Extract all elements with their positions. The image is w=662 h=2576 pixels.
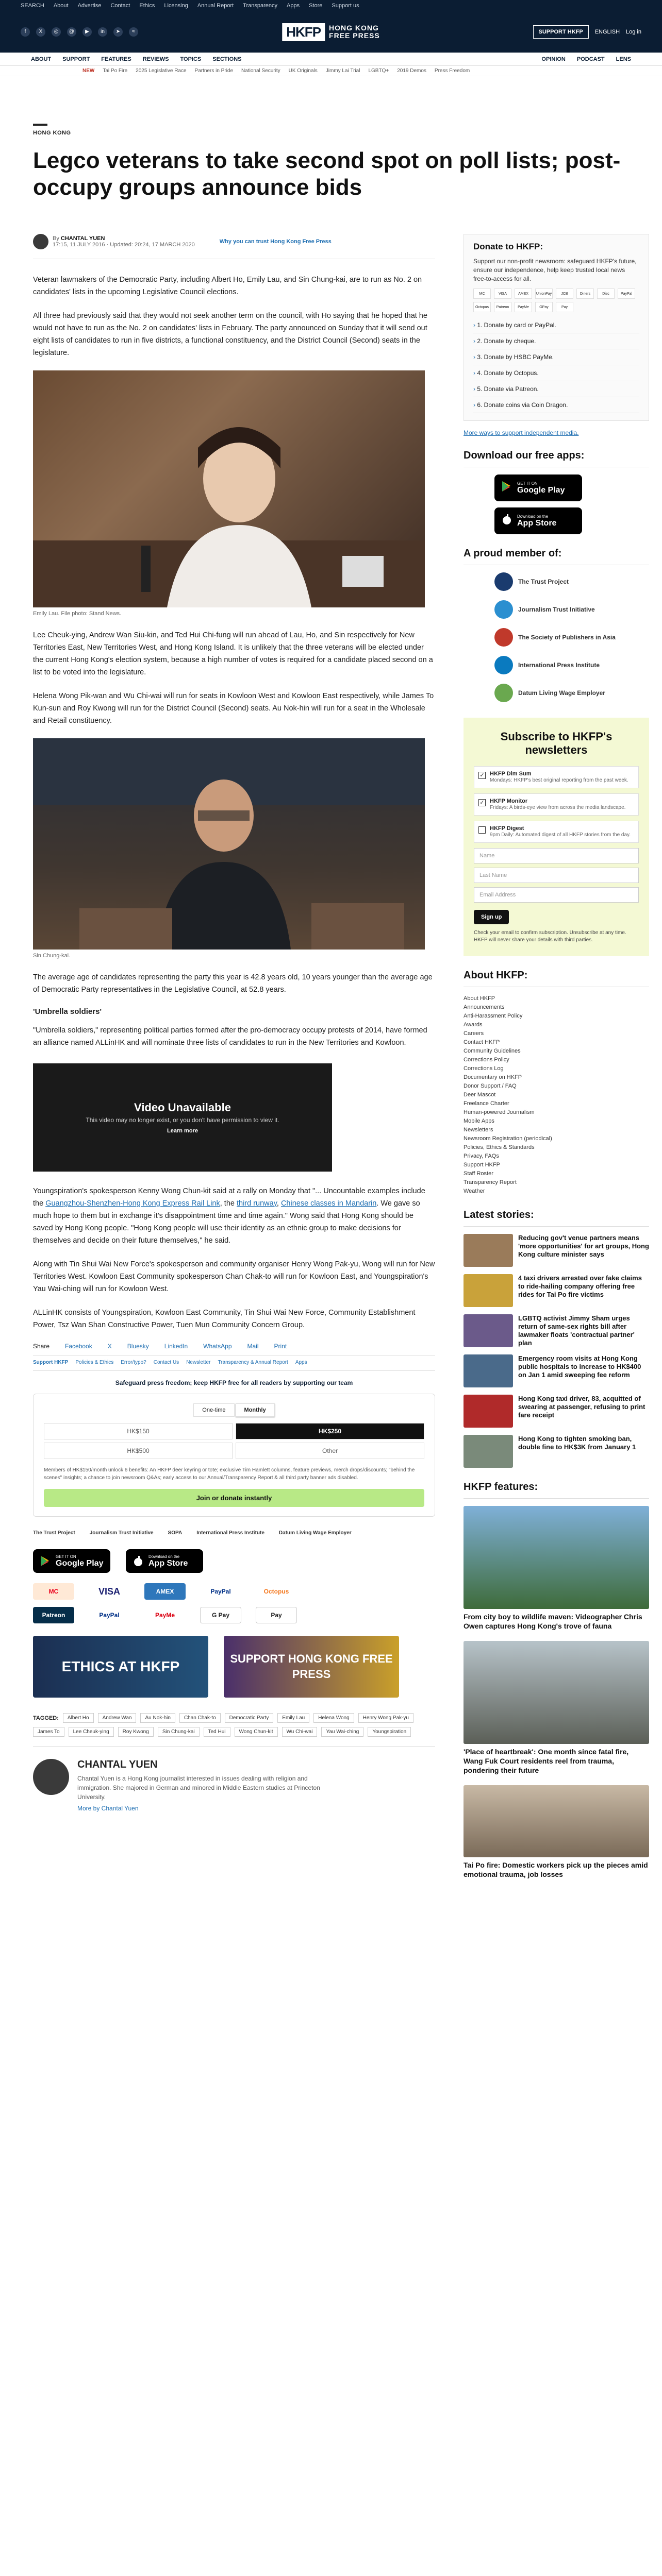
about-link[interactable]: Careers — [464, 1030, 484, 1037]
about-link[interactable]: Documentary on HKFP — [464, 1074, 522, 1080]
feature-title[interactable]: From city boy to wildlife maven: Videographer Chris Owen captures Hong Kong's trove of fauna — [464, 1613, 642, 1630]
trending-item[interactable]: Tai Po Fire — [103, 68, 128, 74]
about-link[interactable]: About HKFP — [464, 995, 495, 1002]
youtube-icon[interactable]: ▶ — [82, 27, 92, 37]
latest-story[interactable] — [464, 1314, 649, 1347]
linkedin-icon[interactable]: in — [98, 27, 107, 37]
tag[interactable]: Roy Kwong — [118, 1727, 154, 1737]
app-store-buttons — [33, 1549, 435, 1573]
facebook-icon[interactable]: f — [21, 27, 30, 37]
util-link-apps[interactable]: Apps — [287, 3, 300, 9]
footer-link[interactable]: Newsletter — [186, 1360, 211, 1365]
apple-icon — [132, 1555, 144, 1567]
apple-icon — [501, 513, 513, 526]
amount-option-selected[interactable]: HK$250 — [236, 1423, 424, 1439]
join-donate-button[interactable]: Join or donate instantly — [44, 1489, 424, 1507]
app-store-button[interactable] — [126, 1549, 203, 1573]
newsletter-option[interactable] — [474, 821, 639, 843]
latest-story[interactable] — [464, 1274, 649, 1307]
story-title: Emergency room visits at Hong Kong public hospitals to increase to HK$400 on Jan 1 amid sweeping fee reform — [518, 1354, 641, 1379]
nav-lens[interactable]: LENS — [616, 56, 631, 62]
latest-story[interactable] — [464, 1395, 649, 1428]
donate-option[interactable]: › 2. Donate by cheque. — [473, 333, 639, 349]
support-banner[interactable]: SUPPORT HONG KONG FREE PRESS — [224, 1636, 399, 1698]
member-datum[interactable] — [494, 684, 649, 702]
third-runway-link[interactable]: third runway — [236, 1199, 277, 1208]
trust-project-icon — [494, 572, 513, 591]
share-x[interactable]: X — [107, 1343, 112, 1350]
tag[interactable]: Andrew Wan — [98, 1713, 137, 1723]
latest-story[interactable] — [464, 1354, 649, 1387]
footer-link[interactable]: Apps — [295, 1360, 307, 1365]
tab-monthly[interactable]: Monthly — [236, 1403, 275, 1417]
newsletter-desc: Mondays: HKFP's best original reporting from the past week. — [490, 777, 628, 783]
nav-sections[interactable]: SECTIONS — [212, 56, 242, 62]
util-link-support[interactable]: Support us — [332, 3, 359, 9]
sidebar — [464, 234, 649, 1889]
paragraph: Helena Wong Pik-wan and Wu Chi-wai will run for seats in Kowloon West and Kowloon East respectively, while James To Kun-sun and Roy Kwong will run for the District Council (Second) seats. Au Nok-hin will run for a seat in the Wholesale and Retail constituency. — [33, 692, 434, 725]
amount-option[interactable]: HK$150 — [44, 1423, 233, 1439]
donate-option[interactable]: › 6. Donate coins via Coin Dragon. — [473, 397, 639, 413]
pay-icon: UnionPay — [535, 289, 553, 299]
applepay-logo[interactable]: Pay — [256, 1607, 297, 1623]
paragraph: Youngspiration's spokesperson Kenny Wong Chun-kit said at a rally on Monday that "... Uncountable examples include the Guangzhou-Shenzhen-Hong Kong Express Rail Link, the third runway, Chinese classes in Mandarin. We gave so much hope to them but in exchange it's disappointment time and time again." Wong said that Hong Kong should be saved by Hong Kong people. "Hong Kong people will use their identity as an ethnic group to make decisions for themselves and decide on their future themselves," he said. — [33, 1187, 425, 1245]
about-link[interactable]: Weather — [464, 1188, 485, 1194]
login-link[interactable]: Log in — [626, 29, 641, 35]
story-title: 4 taxi drivers arrested over fake claims to ride-hailing company offering free rides for Tai Po fire victims — [518, 1274, 642, 1298]
google-play-icon — [39, 1555, 52, 1567]
author-avatar — [33, 234, 48, 249]
article-title: Legco veterans to take second spot on poll lists; post-occupy groups announce bids — [33, 148, 621, 200]
donate-widget — [33, 1394, 435, 1517]
about-link[interactable]: Corrections Policy — [464, 1057, 509, 1063]
trending-item[interactable]: Partners in Pride — [194, 68, 234, 74]
video-subtitle: This video may no longer exist, or you don't have permission to view it. — [86, 1116, 279, 1124]
author-link[interactable]: CHANTAL YUEN — [60, 235, 105, 242]
telegram-icon[interactable]: ➤ — [113, 27, 123, 37]
donate-option[interactable]: › 3. Donate by HSBC PayMe. — [473, 349, 639, 365]
tag[interactable]: Albert Ho — [63, 1713, 94, 1723]
tag[interactable]: Henry Wong Pak-yu — [358, 1713, 413, 1723]
trending-item[interactable]: 2025 Legislative Race — [136, 68, 187, 74]
subheading: 'Umbrella soldiers' — [33, 1007, 102, 1016]
logo-text — [329, 24, 380, 40]
latest-title: Latest stories: — [464, 1209, 649, 1227]
photo-emily-lau — [33, 370, 425, 607]
paragraph: ALLinHK consists of Youngspiration, Kowloon East Community, Tin Shui Wai New Force, Community Establishment Power, Tsz Wan Shan Constructive Power, Tuen Mun Community Concern Group. — [33, 1309, 416, 1329]
pay-icon: Disc — [597, 289, 615, 299]
about-link[interactable]: Policies, Ethics & Standards — [464, 1144, 535, 1150]
about-link[interactable]: Announcements — [464, 1004, 505, 1010]
author-name[interactable]: CHANTAL YUEN — [77, 1759, 158, 1770]
feature-image[interactable] — [464, 1641, 649, 1744]
util-link-contact[interactable]: Contact — [110, 3, 130, 9]
tag[interactable]: Lee Cheuk-ying — [69, 1727, 114, 1737]
jti-badge[interactable]: Journalism Trust Initiative — [89, 1530, 154, 1536]
about-link[interactable]: Newsletters — [464, 1127, 493, 1133]
about-link[interactable]: Deer Mascot — [464, 1092, 496, 1098]
story-thumbnail — [464, 1435, 513, 1468]
promo-banners — [33, 1636, 435, 1698]
util-link-advertise[interactable]: Advertise — [77, 3, 102, 9]
footer-link[interactable]: Policies & Ethics — [75, 1360, 114, 1365]
instagram-icon[interactable]: ◎ — [52, 27, 61, 37]
nav-opinion[interactable]: OPINION — [541, 56, 566, 62]
store-line2: App Store — [517, 518, 557, 528]
store-line1: Download on the — [148, 1554, 180, 1559]
story-thumbnail — [464, 1314, 513, 1347]
newsletter-name: HKFP Monitor — [490, 798, 528, 804]
story-title: Hong Kong to tighten smoking ban, double fine to HK$3K from January 1 — [518, 1435, 636, 1451]
share-print[interactable]: Print — [274, 1343, 287, 1350]
member-trust-project[interactable] — [494, 572, 649, 591]
trending-item[interactable]: LGBTQ+ — [368, 68, 389, 74]
share-facebook[interactable]: Facebook — [65, 1343, 92, 1350]
text-run: . We gave so much hope to them but in exchange it's disappointment time and time again." Wong said that Hong Kong should be saved by Hong Kong people. "Hong Kong people will use their identity as an ethnic group to make decisions for themselves and decide on their future themselves," he said. — [33, 1199, 420, 1245]
tag[interactable]: James To — [33, 1727, 64, 1737]
text-run: Youngspiration's spokesperson Kenny Wong Chun-kit said at a rally on Monday that "... Uncountable examples include the — [33, 1187, 425, 1208]
express-rail-link[interactable]: Guangzhou-Shenzhen-Hong Kong Express Rail Link — [45, 1199, 220, 1208]
tag[interactable]: Yau Wai-ching — [321, 1727, 363, 1737]
story-thumbnail — [464, 1354, 513, 1387]
tag[interactable]: Sin Chung-kai — [158, 1727, 200, 1737]
mastercard-logo[interactable]: MC — [33, 1583, 74, 1600]
about-link[interactable]: Support HKFP — [464, 1162, 500, 1168]
amount-option[interactable]: Other — [236, 1443, 424, 1459]
byline — [33, 234, 435, 259]
donate-option[interactable]: › 4. Donate by Octopus. — [473, 365, 639, 381]
donate-heading: Safeguard press freedom; keep HKFP free for all readers by supporting our team — [115, 1379, 353, 1386]
donate-sidebar-text: Support our non-profit newsroom: safeguard HKFP's future, ensure our independence, help keep trusted local news free-to-access for all. — [473, 258, 637, 282]
story-title: Reducing gov't venue partners means 'more opportunities' for art groups, Hong Kong culture minister says — [518, 1234, 649, 1258]
store-line1: GET IT ON — [517, 481, 538, 486]
x-icon[interactable]: X — [36, 27, 45, 37]
sidebar-app-store[interactable] — [494, 507, 582, 534]
last-name-input[interactable]: Last Name — [474, 868, 639, 883]
member-benefits-note: Members of HK$150/month unlock 6 benefits: An HKFP deer keyring or tote; exclusive Tim Hamlett columns, feature previews, merch drops/discounts; "behind the scenes" insights; a chance to join newsroom Q&As; early access to our Annual/Transparency Report & all third party banner ads disabled. — [44, 1467, 415, 1481]
newsletter-name: HKFP Digest — [490, 825, 524, 832]
photo-caption: Sin Chung-kai. — [33, 953, 71, 959]
amex-logo[interactable]: AMEX — [144, 1583, 186, 1600]
share-bluesky[interactable]: Bluesky — [127, 1343, 149, 1350]
store-line2: Google Play — [56, 1558, 104, 1568]
pay-icon: Patreon — [494, 302, 511, 312]
story-title: LGBTQ activist Jimmy Sham urges return of same-sex rights bill after lawmaker floats 'contractual partner' plan — [518, 1314, 635, 1347]
donate-option[interactable]: › 5. Donate via Patreon. — [473, 381, 639, 397]
payme-logo[interactable]: PayMe — [155, 1612, 175, 1619]
member-title: A proud member of: — [464, 548, 649, 565]
feature-image[interactable] — [464, 1506, 649, 1609]
text-run: , the — [220, 1199, 237, 1208]
pay-icon: Diners — [576, 289, 594, 299]
tag[interactable]: Wu Chi-wai — [282, 1727, 318, 1737]
about-link[interactable]: Corrections Log — [464, 1065, 504, 1072]
nav-about[interactable]: ABOUT — [31, 56, 52, 62]
author-photo — [33, 1759, 69, 1795]
store-line2: Google Play — [517, 485, 565, 495]
pay-icon: MC — [473, 289, 491, 299]
pay-icon: PayPal — [618, 289, 635, 299]
newsletter-option[interactable] — [474, 766, 639, 788]
video-embed[interactable] — [33, 1063, 332, 1172]
nav-features[interactable]: FEATURES — [101, 56, 131, 62]
share-whatsapp[interactable]: WhatsApp — [203, 1343, 232, 1350]
email-input[interactable]: Email Address — [474, 887, 639, 903]
footer-link[interactable]: Transparency & Annual Report — [218, 1360, 288, 1365]
paragraph: The average age of candidates representing the party this year is 42.8 years old, 10 years younger than the average age of Democratic Party representatives in the Legislative Council, at 52.8 years. — [33, 973, 433, 994]
pay-icon: VISA — [494, 289, 511, 299]
datum-badge[interactable]: Datum Living Wage Employer — [278, 1530, 352, 1536]
article-category[interactable]: HONG KONG — [33, 130, 71, 136]
share-bar — [33, 1343, 435, 1355]
about-link[interactable]: Privacy, FAQs — [464, 1153, 499, 1159]
store-line1: GET IT ON — [56, 1554, 76, 1559]
about-links — [464, 994, 649, 1196]
ipi-badge[interactable]: International Press Institute — [196, 1530, 264, 1536]
feature-image[interactable] — [464, 1785, 649, 1857]
member-label: Journalism Trust Initiative — [518, 606, 595, 613]
ipi-icon — [494, 656, 513, 674]
paragraph: Veteran lawmakers of the Democratic Party, including Albert Ho, Emily Lau, and Sin Chung-kai, are to run as No. 2 on candidates' lists in the upcoming Legislative Council elections. — [33, 276, 422, 296]
about-link[interactable]: Staff Roster — [464, 1171, 493, 1177]
paragraph: Along with Tin Shui Wai New Force's spokesperson and community organiser Henry Wong Pak-yu, Wong will run for New Territories West. Kowloon East Community spokesperson Chan Chak-to will run for Kowloon East, and Youngspiration's Yau Wai-ching will run for Kowloon West. — [33, 1260, 435, 1293]
confirm-note: Check your email to confirm subscription. Unsubscribe at any time. HKFP will never share your details with third parties. — [474, 930, 626, 943]
feature-title[interactable]: Tai Po fire: Domestic workers pick up the pieces amid emotional trauma, job losses — [464, 1861, 648, 1878]
trust-badges — [33, 1530, 435, 1536]
util-link-store[interactable]: Store — [309, 3, 323, 9]
checkbox[interactable]: ✓ — [478, 772, 486, 779]
new-label: NEW — [82, 68, 95, 74]
util-link-annual-report[interactable]: Annual Report — [197, 3, 234, 9]
tag[interactable]: Chan Chak-to — [179, 1713, 221, 1723]
social-icons — [21, 27, 138, 37]
checkbox[interactable] — [478, 826, 486, 834]
paragraph: "Umbrella soldiers," representing political parties formed after the pro-democracy occupy protests of 2014, have formed an alliance named ALLinHK and will nominate three lists of candidates to run in the New Territories and Kowloon. — [33, 1026, 427, 1047]
google-play-icon — [501, 480, 513, 493]
datum-icon — [494, 684, 513, 702]
paragraph: All three had previously said that they would not seek another term on the council, with Ho saying that he hoped that he would not have to run as the No. 2 on candidates' lists in February. The party announced on Sunday that it will send out eight lists of candidates to run in five districts, a functional constituency, and the District Council (Second) seats in the legislature. — [33, 312, 427, 357]
mandarin-classes-link[interactable]: Chinese classes in Mandarin — [280, 1199, 377, 1208]
author-bio: Chantal Yuen is a Hong Kong journalist interested in issues dealing with religion and immigration. She majored in German and minored in Middle Eastern studies at Princeton University. — [77, 1775, 320, 1801]
ethics-banner[interactable]: ETHICS AT HKFP — [33, 1636, 208, 1698]
search-link[interactable]: SEARCH — [21, 3, 44, 9]
pay-icon: Pay — [556, 302, 573, 312]
sopa-badge[interactable]: SOPA — [168, 1530, 183, 1536]
newsletter-option[interactable] — [474, 793, 639, 816]
trending-bar — [0, 66, 662, 76]
jti-icon — [494, 600, 513, 619]
rss-icon[interactable]: ≈ — [129, 27, 138, 37]
sidebar-pay-icons — [473, 289, 639, 312]
tag[interactable]: Helena Wong — [313, 1713, 354, 1723]
more-ways-link[interactable]: More ways to support independent media. — [464, 429, 579, 436]
pay-icon: JCB — [556, 289, 573, 299]
newsletter-signup — [464, 718, 649, 956]
trending-item[interactable]: National Security — [241, 68, 280, 74]
about-link[interactable]: Human-powered Journalism — [464, 1109, 535, 1115]
latest-stories — [464, 1234, 649, 1468]
trust-project-badge[interactable]: The Trust Project — [33, 1530, 75, 1536]
pay-icon: Octopus — [473, 302, 491, 312]
nav-podcast[interactable]: PODCAST — [576, 56, 605, 62]
photo-illustration — [33, 738, 425, 950]
features-title: HKFP features: — [464, 1481, 649, 1499]
name-input[interactable]: Name — [474, 848, 639, 863]
footer-link[interactable]: Support HKFP — [33, 1360, 69, 1365]
member-sopa[interactable] — [494, 628, 649, 647]
main-nav — [0, 53, 662, 66]
latest-story[interactable] — [464, 1234, 649, 1267]
logo-line2: FREE PRESS — [329, 31, 380, 40]
author-box — [33, 1746, 435, 1812]
google-play-button[interactable] — [33, 1549, 110, 1573]
article-dates: 17:15, 11 JULY 2016 · Updated: 20:24, 17 MARCH 2020 — [53, 242, 195, 248]
feature-stories — [464, 1506, 649, 1879]
trending-item[interactable]: 2019 Demos — [397, 68, 426, 74]
by-label: By — [53, 235, 59, 242]
tag[interactable]: Ted Hui — [204, 1727, 230, 1737]
store-line2: App Store — [148, 1558, 188, 1568]
amount-option[interactable]: HK$500 — [44, 1443, 233, 1459]
sopa-icon — [494, 628, 513, 647]
tag-list — [33, 1713, 435, 1737]
member-logos — [494, 572, 649, 702]
pay-icon: AMEX — [515, 289, 532, 299]
member-label: International Press Institute — [518, 662, 600, 669]
video-title: Video Unavailable — [134, 1101, 231, 1114]
more-by-author-link[interactable]: More by Chantal Yuen — [77, 1805, 139, 1812]
footer-link[interactable]: Error/typo? — [121, 1360, 146, 1365]
site-header — [0, 11, 662, 53]
patreon-logo[interactable]: Patreon — [33, 1607, 74, 1623]
trending-item[interactable]: Press Freedom — [434, 68, 470, 74]
octopus-logo[interactable]: Octopus — [263, 1588, 289, 1595]
story-thumbnail — [464, 1234, 513, 1267]
about-title: About HKFP: — [464, 970, 649, 987]
support-hkfp-button[interactable]: SUPPORT HKFP — [533, 25, 589, 39]
sidebar-store-buttons — [494, 474, 649, 534]
nav-topics[interactable]: TOPICS — [180, 56, 202, 62]
logo-line1: HONG KONG — [329, 24, 379, 32]
hkfp-logo[interactable] — [282, 23, 379, 41]
article-main — [33, 234, 435, 1812]
visa-logo[interactable]: VISA — [98, 1586, 120, 1597]
donate-sidebar-title: Donate to HKFP: — [473, 242, 543, 251]
donate-amounts — [44, 1423, 424, 1459]
donate-option[interactable]: › 1. Donate by card or PayPal. — [473, 317, 639, 333]
trending-item[interactable]: UK Originals — [288, 68, 318, 74]
about-link[interactable]: Mobile Apps — [464, 1118, 494, 1124]
about-link[interactable]: Contact HKFP — [464, 1039, 500, 1045]
about-link[interactable]: Community Guidelines — [464, 1048, 521, 1054]
tag[interactable]: Emily Lau — [277, 1713, 309, 1723]
story-title: Hong Kong taxi driver, 83, acquitted of swearing at passenger, refusing to print fare receipt — [518, 1395, 646, 1419]
store-line1: Download on the — [517, 514, 549, 519]
member-ipi[interactable] — [494, 656, 649, 674]
util-link-transparency[interactable]: Transparency — [243, 3, 277, 9]
language-switch[interactable]: ENGLISH — [594, 29, 620, 35]
tagged-label: TAGGED: — [33, 1715, 59, 1721]
threads-icon[interactable]: @ — [67, 27, 76, 37]
nav-reviews[interactable]: REVIEWS — [142, 56, 169, 62]
checkbox[interactable]: ✓ — [478, 799, 486, 806]
gpay-logo[interactable]: G Pay — [200, 1607, 241, 1623]
article-footer-links — [33, 1360, 435, 1371]
tag[interactable]: Au Nok-hin — [140, 1713, 175, 1723]
newsletter-desc: 9pm Daily: Automated digest of all HKFP stories from the day. — [490, 832, 631, 838]
util-link-about[interactable]: About — [53, 3, 69, 9]
trust-link[interactable]: Why you can trust Hong Kong Free Press — [219, 239, 332, 245]
signup-button[interactable]: Sign up — [474, 910, 509, 924]
story-thumbnail — [464, 1274, 513, 1307]
logo-box: HKFP — [282, 23, 325, 41]
category-rule — [33, 124, 47, 126]
paypal-logo-2[interactable]: PayPal — [99, 1612, 120, 1619]
donate-options — [473, 317, 639, 413]
donate-sidebar-box — [464, 234, 649, 421]
video-learn-more[interactable]: Learn more — [167, 1128, 198, 1134]
trending-item[interactable]: Jimmy Lai Trial — [325, 68, 360, 74]
payment-logos — [33, 1583, 435, 1623]
story-thumbnail — [464, 1395, 513, 1428]
photo-caption: Emily Lau. File photo: Stand News. — [33, 611, 122, 617]
member-label: The Society of Publishers in Asia — [518, 634, 616, 641]
about-link[interactable]: Anti-Harassment Policy — [464, 1013, 523, 1019]
paypal-logo[interactable]: PayPal — [210, 1588, 231, 1595]
pay-icon: GPay — [535, 302, 553, 312]
util-link-ethics[interactable]: Ethics — [139, 3, 155, 9]
member-jti[interactable] — [494, 600, 649, 619]
feature-title[interactable]: 'Place of heartbreak': One month since fatal fire, Wang Fuk Court residents reel from trauma, pondering their future — [464, 1748, 629, 1774]
newsletter-name: HKFP Dim Sum — [490, 771, 532, 777]
about-link[interactable]: Donor Support / FAQ — [464, 1083, 517, 1089]
about-link[interactable]: Freelance Charter — [464, 1100, 509, 1107]
apps-title: Download our free apps: — [464, 450, 649, 467]
tag[interactable]: Democratic Party — [225, 1713, 274, 1723]
about-link[interactable]: Newsroom Registration (periodical) — [464, 1136, 552, 1142]
about-link[interactable]: Transparency Report — [464, 1179, 517, 1185]
member-label: The Trust Project — [518, 578, 569, 585]
share-linkedin[interactable]: LinkedIn — [164, 1343, 188, 1350]
sidebar-google-play[interactable] — [494, 474, 582, 501]
member-label: Datum Living Wage Employer — [518, 689, 605, 697]
photo-sin-chung-kai — [33, 738, 425, 950]
paragraph: Lee Cheuk-ying, Andrew Wan Siu-kin, and Ted Hui Chi-fung will run ahead of Lau, Ho, and Sin respectively for New Territories East, New Territories West, and Hong Kong Island. It is unlikely that the three veterans will be elected under the current Hong Kong's election system, because a high number of votes is required for a candidate placed second on a list to be voted into the legislature. — [33, 631, 433, 676]
tab-one-time[interactable]: One-time — [193, 1403, 234, 1417]
newsletter-desc: Fridays: A birds-eye view from across the media landscape. — [490, 805, 626, 810]
nav-support[interactable]: SUPPORT — [62, 56, 90, 62]
tag[interactable]: Wong Chun-kit — [235, 1727, 278, 1737]
subscribe-title: Subscribe to HKFP's newsletters — [500, 730, 613, 756]
donate-tabs — [44, 1403, 424, 1417]
util-link-licensing[interactable]: Licensing — [164, 3, 188, 9]
tag[interactable]: Youngspiration — [368, 1727, 411, 1737]
share-mail[interactable]: Mail — [247, 1343, 259, 1350]
latest-story[interactable] — [464, 1435, 649, 1468]
footer-link[interactable]: Contact Us — [153, 1360, 179, 1365]
photo-illustration — [33, 370, 425, 607]
utility-bar — [0, 0, 662, 11]
pay-icon: PayMe — [515, 302, 532, 312]
about-link[interactable]: Awards — [464, 1022, 483, 1028]
share-label: Share — [33, 1343, 50, 1350]
